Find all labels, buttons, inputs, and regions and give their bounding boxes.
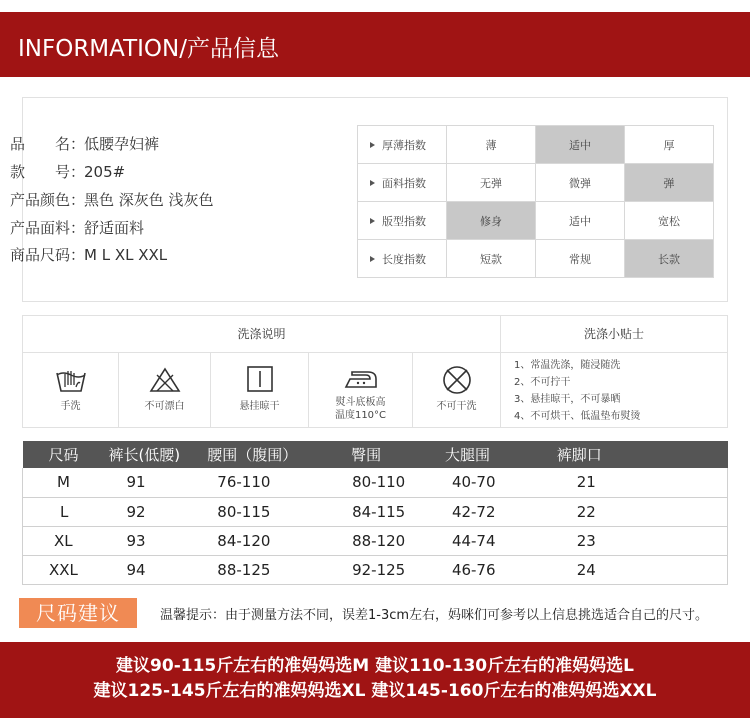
table-cell: 44-74 (445, 526, 557, 555)
table-row (23, 468, 728, 497)
info-row-sizes (10, 244, 167, 265)
index-name (358, 164, 447, 202)
column-header: 臀围 (331, 441, 445, 468)
wash-item-label: 手洗 (60, 401, 81, 412)
index-name (358, 240, 447, 278)
table-cell: L (23, 497, 105, 526)
info-row-fabric (10, 217, 144, 238)
wash-item-label-2: 温度110°C (334, 410, 387, 421)
column-header: 裤长(低腰) (104, 441, 205, 468)
column-header: 裤脚口 (557, 441, 728, 468)
index-option: 适中 (536, 202, 625, 240)
index-option-selected: 修身 (447, 202, 536, 240)
table-cell: 84-120 (205, 526, 331, 555)
table-cell: 80-115 (205, 497, 331, 526)
table-cell: 40-70 (445, 468, 557, 497)
index-option: 短款 (447, 240, 536, 278)
info-row-style-no (10, 161, 125, 182)
index-name-label: 版型指数 (382, 214, 426, 228)
wash-tip: 4、不可烘干、低温垫布熨烫 (514, 411, 641, 422)
no-bleach-icon (149, 366, 181, 394)
table-cell: M (23, 468, 105, 497)
info-row-name (10, 133, 159, 154)
info-value: 黑色 深灰色 浅灰色 (84, 191, 214, 209)
table-cell: 46-76 (445, 555, 557, 584)
recommendation-line-2: 建议125-145斤左右的准妈妈选XL 建议145-160斤左右的准妈妈选XXL (93, 681, 657, 701)
triangle-icon (370, 218, 375, 224)
wash-tip: 3、悬挂晾干，不可暴晒 (514, 394, 621, 405)
size-table (22, 441, 728, 585)
table-cell: 92 (104, 497, 205, 526)
page-title: INFORMATION/产品信息 (18, 36, 279, 62)
index-name-label: 厚薄指数 (382, 138, 426, 152)
index-table (357, 125, 714, 278)
wash-item-hang-dry (211, 353, 309, 428)
table-cell: 94 (104, 555, 205, 584)
table-cell: 88-120 (331, 526, 445, 555)
column-header: 尺码 (23, 441, 105, 468)
table-cell: 80-110 (331, 468, 445, 497)
wash-tip: 2、不可拧干 (514, 377, 571, 388)
wash-item-label: 悬挂晾干 (239, 401, 280, 412)
wash-item-iron (309, 353, 413, 428)
index-option: 厚 (625, 126, 714, 164)
info-value: M L XL XXL (84, 246, 168, 264)
no-dry-clean-icon (441, 364, 473, 396)
index-option: 宽松 (625, 202, 714, 240)
info-value: 低腰孕妇裤 (84, 135, 160, 153)
index-option-selected: 适中 (536, 126, 625, 164)
table-cell: XXL (23, 555, 105, 584)
wash-title: 洗涤说明 (23, 316, 501, 353)
wash-item-label: 不可干洗 (436, 401, 477, 412)
index-row-fit (358, 202, 714, 240)
table-row (23, 555, 728, 584)
table-row (23, 497, 728, 526)
index-name (358, 126, 447, 164)
table-cell: 42-72 (445, 497, 557, 526)
wash-item-no-dry-clean (413, 353, 501, 428)
info-row-colors (10, 189, 214, 210)
index-option-selected: 长款 (625, 240, 714, 278)
table-cell: 93 (104, 526, 205, 555)
table-cell: 22 (557, 497, 728, 526)
table-cell: 24 (557, 555, 728, 584)
index-row-length (358, 240, 714, 278)
info-label: 商品尺码： (10, 246, 86, 264)
index-row-thickness (358, 126, 714, 164)
index-name-label: 长度指数 (382, 252, 426, 266)
index-option: 薄 (447, 126, 536, 164)
info-label: 产品面料： (10, 219, 86, 237)
info-label: 产品颜色： (10, 191, 86, 209)
index-row-fabric (358, 164, 714, 202)
column-header: 大腿围 (445, 441, 557, 468)
hand-wash-icon (54, 365, 88, 395)
table-cell: 84-115 (331, 497, 445, 526)
info-label: 品 名： (10, 135, 86, 153)
wash-tips-list (514, 357, 640, 425)
index-name-label: 面料指数 (382, 176, 426, 190)
wash-item-no-bleach (119, 353, 211, 428)
table-cell: 88-125 (205, 555, 331, 584)
wash-tips-title: 洗涤小贴士 (501, 316, 727, 353)
table-cell: 92-125 (331, 555, 445, 584)
size-advice-tip: 温馨提示：由于测量方法不同，误差1-3cm左右，妈咪们可参考以上信息挑选适合自己的尺寸。 (160, 608, 709, 623)
size-table-header (23, 441, 728, 468)
info-value: 205# (84, 163, 126, 181)
wash-item-hand-wash (23, 353, 119, 428)
index-option: 常规 (536, 240, 625, 278)
table-cell: 23 (557, 526, 728, 555)
info-value: 舒适面料 (84, 219, 145, 237)
triangle-icon (370, 142, 375, 148)
table-cell: 21 (557, 468, 728, 497)
table-cell: 76-110 (205, 468, 331, 497)
triangle-icon (370, 256, 375, 262)
table-cell: XL (23, 526, 105, 555)
index-option-selected: 弹 (625, 164, 714, 202)
index-name (358, 202, 447, 240)
info-label: 款 号： (10, 163, 86, 181)
column-header: 腰围（腹围） (205, 441, 331, 468)
triangle-icon (370, 180, 375, 186)
recommendation-line-1: 建议90-115斤左右的准妈妈选M 建议110-130斤左右的准妈妈选L (116, 656, 634, 676)
hang-dry-icon (246, 365, 274, 393)
wash-tip: 1、常温洗涤，随浸随洗 (514, 360, 621, 371)
iron-icon (342, 367, 380, 391)
size-advice-badge: 尺码建议 (19, 598, 137, 628)
wash-item-label: 熨斗底板高 (335, 397, 386, 408)
table-row (23, 526, 728, 555)
index-option: 无弹 (447, 164, 536, 202)
wash-item-label: 不可漂白 (144, 401, 185, 412)
index-option: 微弹 (536, 164, 625, 202)
table-cell: 91 (104, 468, 205, 497)
